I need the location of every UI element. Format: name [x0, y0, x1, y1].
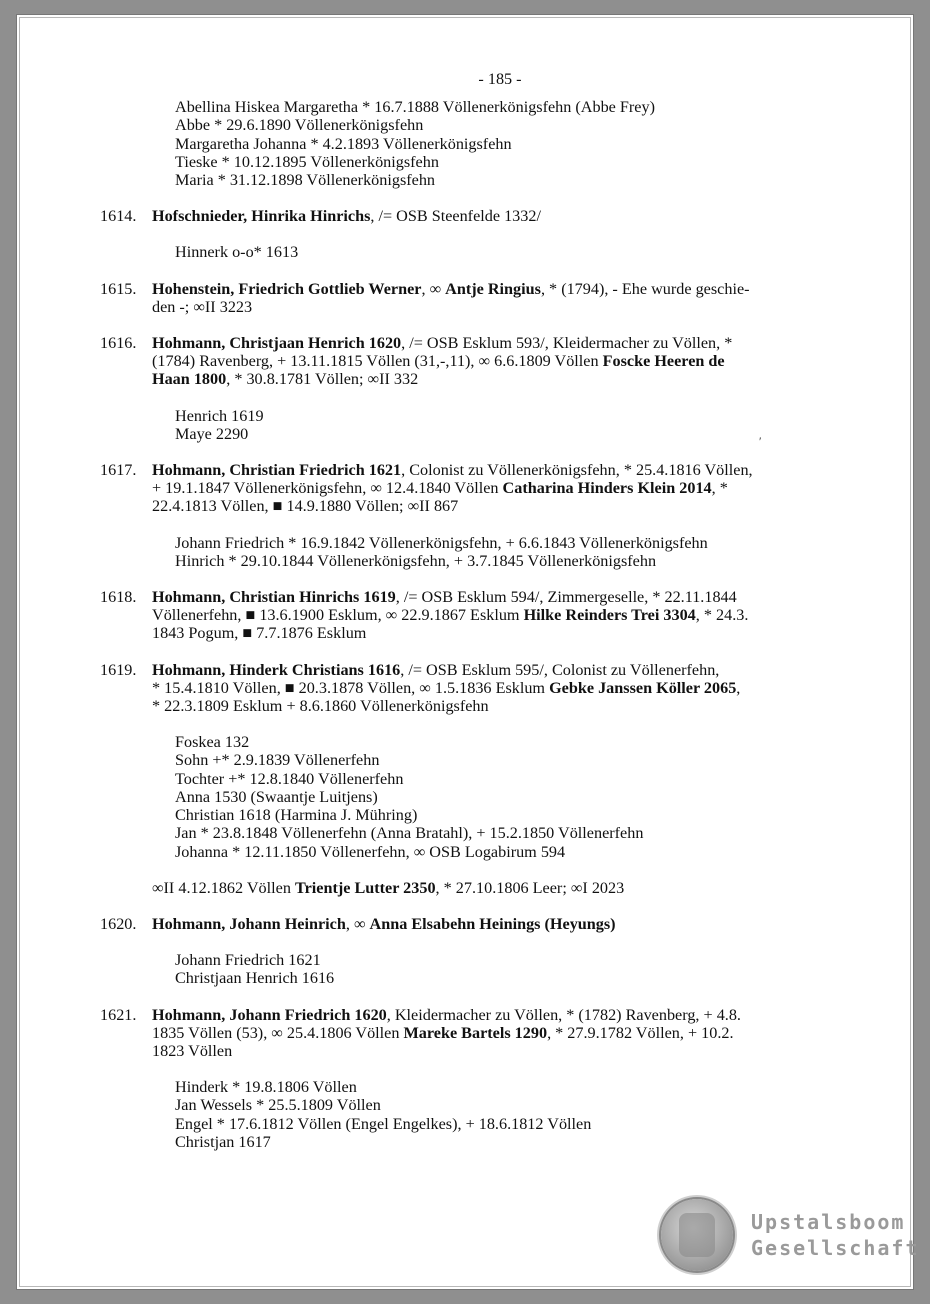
person-name: Hohenstein, Friedrich Gottlieb Werner — [152, 279, 422, 298]
entry-1621 — [100, 1006, 880, 1061]
children-list — [100, 733, 880, 860]
person-name: Hofschnieder, Hinrika Hinrichs — [152, 207, 371, 226]
list-item: Johanna * 12.11.1850 Völlenerfehn, ∞ OSB Logabirum 594 — [175, 842, 566, 861]
entry-1620 — [100, 915, 880, 933]
list-item: Engel * 17.6.1812 Völlen (Engel Engelkes), + 18.6.1812 Völlen — [175, 1114, 592, 1133]
entry-number: 1619. — [100, 660, 137, 679]
document-page — [16, 14, 920, 1290]
entry-number: 1618. — [100, 588, 137, 607]
page-number: - 185 - — [478, 70, 522, 88]
list-item: Margaretha Johanna * 4.2.1893 Völlenerkönigsfehn — [175, 134, 512, 153]
list-item: Christian 1618 (Harmina J. Mühring) — [175, 806, 418, 825]
list-item: Hinrich * 29.10.1844 Völlenerkönigsfehn, + 3.7.1845 Völlenerkönigsfehn — [175, 551, 657, 570]
society-logo — [661, 1199, 920, 1271]
entry-number: 1621. — [100, 1005, 137, 1024]
entry-text: Hohmann, Johann Heinrich, ∞ Anna Elsabehn Heinings (Heyungs) — [152, 914, 616, 933]
children-list — [100, 407, 880, 443]
logo-text — [751, 1209, 920, 1261]
logo-line-1: Upstalsboom — [751, 1210, 906, 1234]
entry-1614 — [100, 207, 880, 225]
spouse-name: Antje Ringius — [445, 279, 541, 298]
entry-text: Hohenstein, Friedrich Gottlieb Werner, ∞ Antje Ringius, * (1794), - Ehe wurde geschie- den -; ∞II 3223 — [152, 279, 750, 316]
entry-text: Hofschnieder, Hinrika Hinrichs, /= OSB Steenfelde 1332/ — [152, 207, 541, 226]
entry-1615 — [100, 280, 880, 316]
list-item: Abbe * 29.6.1890 Völlenerkönigsfehn — [175, 116, 424, 135]
entry-text: Hohmann, Christian Hinrichs 1619, /= OSB Esklum 594/, Zimmergeselle, * 22.11.1844 Völlenerfehn, ■ 13.6.1900 Esklum, ∞ 22.9.1867 Esklum Hilke Reinders Trei 3304, * 24.3. 1843 Pogum, ■ 7.7.1876 Esklum — [152, 588, 749, 643]
spouse-name: Haan 1800 — [152, 370, 227, 389]
logo-line-2: Gesellschaft — [751, 1236, 920, 1260]
entry-1616 — [100, 334, 880, 389]
page-content — [100, 70, 880, 1151]
person-name: Hohmann, Johann Friedrich 1620 — [152, 1005, 387, 1024]
list-item: Maye 2290 — [175, 424, 249, 443]
list-item: Jan Wessels * 25.5.1809 Völlen — [175, 1096, 381, 1115]
entry-number: 1615. — [100, 279, 137, 298]
spouse-name: Hilke Reinders Trei 3304 — [523, 606, 696, 625]
second-marriage: ∞II 4.12.1862 Völlen Trientje Lutter 2350, * 27.10.1806 Leer; ∞I 2023 — [152, 878, 625, 897]
list-item: Anna 1530 (Swaantje Luitjens) — [175, 787, 378, 806]
children-list — [100, 1078, 880, 1151]
entry-text: Hohmann, Johann Friedrich 1620, Kleidermacher zu Völlen, * (1782) Ravenberg, + 4.8. 1835 Völlen (53), ∞ 25.4.1806 Völlen Mareke Bartels 1290, * 27.9.1782 Völlen, + 10.2. 1823 Völlen — [152, 1005, 741, 1060]
spouse-name: Mareke Bartels 1290 — [403, 1023, 548, 1042]
entry-text: Hohmann, Christjaan Henrich 1620, /= OSB Esklum 593/, Kleidermacher zu Völlen, * (1784) Ravenberg, + 13.11.1815 Völlen (31,-,11), ∞ 6.6.1809 Völlen Foscke Heeren de Haan 1800, * 30.8.1781 Völlen; ∞II 332 — [152, 334, 733, 389]
list-item: Johann Friedrich 1621 — [175, 951, 321, 970]
list-item: Christjaan Henrich 1616 — [175, 969, 335, 988]
children-list — [100, 534, 880, 570]
list-item: Foskea 132 — [175, 733, 250, 752]
spouse-name: Gebke Janssen Köller 2065 — [549, 678, 737, 697]
prev-children-list — [100, 98, 880, 189]
entry-1617 — [100, 461, 880, 516]
person-name: Hohmann, Christian Friedrich 1621 — [152, 461, 402, 480]
children-list — [100, 951, 880, 987]
list-item: Tieske * 10.12.1895 Völlenerkönigsfehn — [175, 152, 439, 171]
list-item: Hinnerk o-o* 1613 — [175, 243, 299, 262]
list-item: Johann Friedrich * 16.9.1842 Völlenerkönigsfehn, + 6.6.1843 Völlenerkönigsfehn — [175, 533, 708, 552]
entry-number: 1617. — [100, 461, 137, 480]
entry-number: 1614. — [100, 207, 137, 226]
entry-1618 — [100, 588, 880, 643]
list-item: Sohn +* 2.9.1839 Völlenerfehn — [175, 751, 380, 770]
list-item: Christjan 1617 — [175, 1132, 271, 1151]
list-item: Jan * 23.8.1848 Völlenerfehn (Anna Bratahl), + 15.2.1850 Völlenerfehn — [175, 824, 644, 843]
stray-mark: ′ — [759, 434, 762, 448]
list-item: Henrich 1619 — [175, 406, 264, 425]
list-item: Maria * 31.12.1898 Völlenerkönigsfehn — [175, 171, 436, 190]
list-item: Abellina Hiskea Margaretha * 16.7.1888 Völlenerkönigsfehn (Abbe Frey) — [175, 98, 655, 117]
entry-number: 1616. — [100, 334, 137, 353]
person-name: Hohmann, Johann Heinrich — [152, 914, 346, 933]
spouse-name: Anna Elsabehn Heinings (Heyungs) — [369, 914, 616, 933]
entry-number: 1620. — [100, 914, 137, 933]
person-name: Hohmann, Christjaan Henrich 1620 — [152, 334, 402, 353]
entry-text: Hohmann, Hinderk Christians 1616, /= OSB Esklum 595/, Colonist zu Völlenerfehn, * 15.4.1810 Völlen, ■ 20.3.1878 Völlen, ∞ 1.5.1836 Esklum Gebke Janssen Köller 2065, * 22.3.1809 Esklum + 8.6.1860 Völlenerkönigsfehn — [152, 660, 741, 716]
spouse-name: Catharina Hinders Klein 2014 — [502, 479, 712, 498]
spouse-name: Foscke Heeren de — [602, 352, 725, 371]
entry-1619 — [100, 661, 880, 716]
list-item: Tochter +* 12.8.1840 Völlenerfehn — [175, 769, 404, 788]
children-list — [100, 243, 880, 261]
spouse-name: Trientje Lutter 2350 — [294, 878, 436, 897]
person-name: Hohmann, Hinderk Christians 1616 — [152, 660, 401, 679]
entry-text: Hohmann, Christian Friedrich 1621, Colonist zu Völlenerkönigsfehn, * 25.4.1816 Völlen, + 19.1.1847 Völlenerkönigsfehn, ∞ 12.4.1840 Völlen Catharina Hinders Klein 2014, * 22.4.1813 Völlen, ■ 14.9.1880 Völlen; ∞II 867 — [152, 461, 753, 516]
person-name: Hohmann, Christian Hinrichs 1619 — [152, 588, 396, 607]
list-item: Hinderk * 19.8.1806 Völlen — [175, 1078, 357, 1097]
seal-icon — [661, 1199, 733, 1271]
